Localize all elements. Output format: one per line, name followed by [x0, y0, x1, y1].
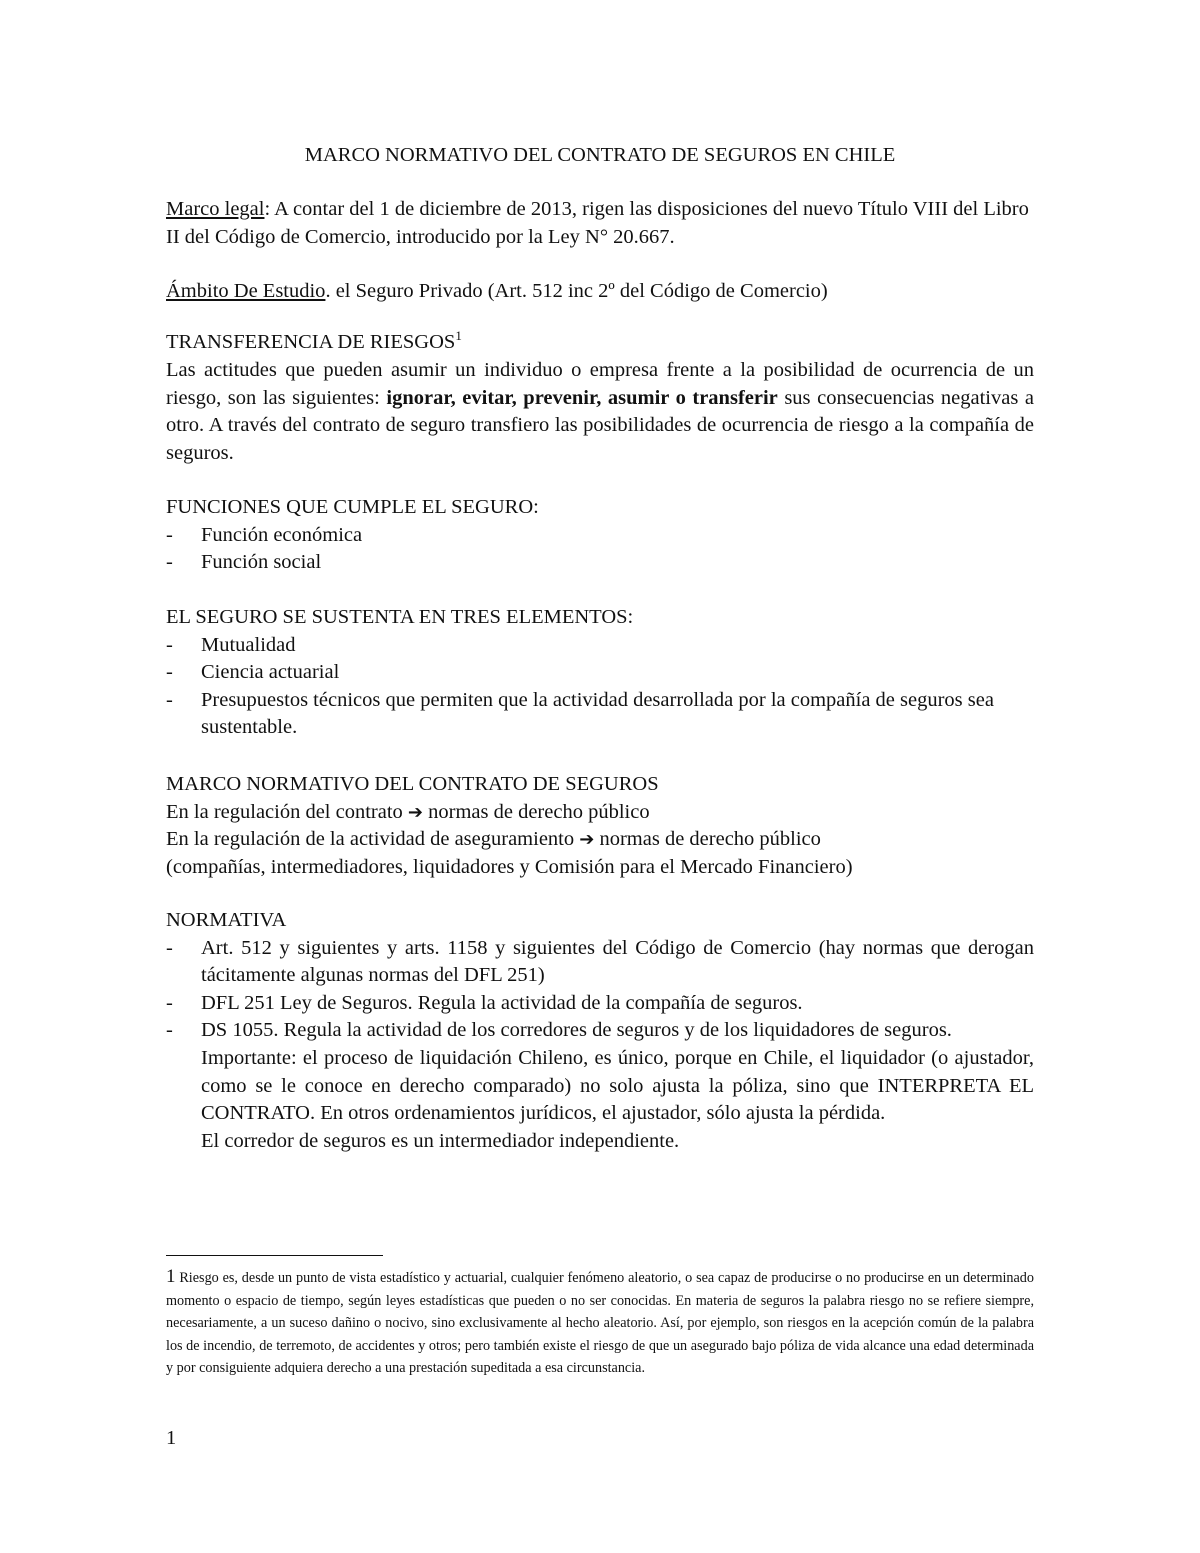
dash-bullet: -	[166, 688, 173, 711]
normativa-list	[166, 935, 1034, 1156]
list-item	[166, 687, 1034, 742]
transferencia-paragraph	[166, 357, 1034, 467]
line-text: normas de derecho público	[423, 800, 650, 823]
dash-bullet: -	[166, 936, 173, 959]
transferencia-text-before: Las actitudes que pueden asumir un individuo o empresa frente a la posibilidad de ocurrencia de un riesgo, son las siguientes:	[166, 359, 1034, 409]
corredor-paragraph: El corredor de seguros es un intermediador independiente.	[201, 1129, 680, 1152]
list-item	[166, 1017, 1034, 1155]
line-text: En la regulación del contrato	[166, 800, 408, 823]
right-arrow-icon: ➔	[579, 829, 595, 851]
marco-legal-paragraph	[166, 196, 1034, 251]
dash-bullet: -	[166, 551, 173, 574]
funciones-heading: FUNCIONES QUE CUMPLE EL SEGURO:	[166, 496, 539, 518]
list-item	[166, 935, 1034, 990]
list-item	[166, 522, 1034, 550]
page-number: 1	[166, 1427, 177, 1449]
list-item-text: Ciencia actuarial	[201, 661, 340, 684]
list-item	[166, 549, 1034, 577]
dash-bullet: -	[166, 661, 173, 684]
list-item-text: Función económica	[201, 523, 363, 546]
footnote-reference[interactable]: 1	[455, 328, 462, 344]
dash-bullet: -	[166, 1019, 173, 1042]
elementos-section	[166, 604, 1034, 742]
footnote-number: 1	[166, 1266, 176, 1287]
list-item-text: Función social	[201, 551, 322, 574]
transferencia-heading-text: TRANSFERENCIA DE RIESGOS	[166, 331, 456, 353]
transferencia-bold-text: ignorar, evitar, prevenir, asumir o transferir	[386, 386, 778, 409]
marco-legal-label: Marco legal	[166, 198, 265, 220]
list-item-text: Art. 512 y siguientes y arts. 1158 y siguientes del Código de Comercio (hay normas que derogan tácitamente algunas normas del DFL 251)	[201, 936, 1034, 987]
list-item-text: DFL 251 Ley de Seguros. Regula la actividad de la compañía de seguros.	[201, 991, 803, 1014]
list-item	[166, 990, 1034, 1018]
transferencia-text-after: sus consecuencias negativas a otro. A través del contrato de seguro transfiero las posibilidades de ocurrencia de riesgo a la compañía de seguros.	[166, 386, 1034, 464]
ambito-text: . el Seguro Privado (Art. 512 inc 2º del Código de Comercio)	[325, 280, 828, 302]
dash-bullet: -	[166, 523, 173, 546]
right-arrow-icon: ➔	[407, 801, 424, 823]
dash-bullet: -	[166, 991, 173, 1014]
line-text: En la regulación de la actividad de aseguramiento	[166, 828, 580, 851]
normativa-heading: NORMATIVA	[166, 909, 287, 931]
funciones-section	[166, 494, 1034, 577]
footnote-separator	[166, 1255, 383, 1256]
elementos-heading: EL SEGURO SE SUSTENTA EN TRES ELEMENTOS:	[166, 606, 634, 628]
document-title: MARCO NORMATIVO DEL CONTRATO DE SEGUROS EN CHILE	[304, 144, 896, 166]
regulacion-actividad-line	[166, 826, 1034, 854]
normativa-section	[166, 907, 1034, 1155]
entidades-line: (compañías, intermediadores, liquidadores y Comisión para el Mercado Financiero)	[166, 855, 853, 878]
marco-legal-text: : A contar del 1 de diciembre de 2013, rigen las disposiciones del nuevo Título VIII del Libro II del Código de Comercio, introducido por la Ley N° 20.667.	[166, 198, 1029, 248]
list-item-text: DS 1055. Regula la actividad de los corredores de seguros y de los liquidadores de seguros.	[201, 1019, 952, 1042]
marco-normativo-heading: MARCO NORMATIVO DEL CONTRATO DE SEGUROS	[166, 773, 659, 795]
list-item-text: Mutualidad	[201, 633, 296, 656]
list-item-text: Presupuestos técnicos que permiten que la actividad desarrollada por la compañía de seguros sea sustentable.	[201, 688, 994, 739]
line-text: normas de derecho público	[594, 828, 821, 851]
marco-normativo-section	[166, 771, 1034, 881]
ambito-label: Ámbito De Estudio	[166, 280, 326, 302]
funciones-list	[166, 522, 1034, 577]
transferencia-heading	[166, 329, 1034, 357]
dash-bullet: -	[166, 633, 173, 656]
list-item	[166, 632, 1034, 660]
footnote-text: Riesgo es, desde un punto de vista estadístico y actuarial, cualquier fenómeno aleatorio, o sea capaz de producirse o no producirse en un determinado momento o espacio de tiempo, según leyes estadísticas que pueden o no ser conocidas. En materia de seguros la palabra riesgo no se refiere siempre, necesariamente, a un suceso dañino o nocivo, sino exclusivamente al hecho aleatorio. Así, por ejemplo, son riesgos en la acepción común de la palabra los de incendio, de terremoto, de accidentes y otros; pero también existe el riesgo de que un asegurado bajo póliza de vida alcance una edad determinada y por consiguiente adquiera derecho a una prestación supeditada a esa circunstancia.	[166, 1270, 1034, 1377]
importante-paragraph: Importante: el proceso de liquidación Chileno, es único, porque en Chile, el liquidador (o ajustador, como se le conoce en derecho comparado) no solo ajusta la póliza, sino que INTERPRETA EL CONTRATO. En otros ordenamientos jurídicos, el ajustador, sólo ajusta la pérdida.	[201, 1046, 1034, 1125]
ambito-paragraph	[166, 278, 1034, 306]
list-item	[166, 659, 1034, 687]
elementos-list	[166, 632, 1034, 742]
footnote	[166, 1266, 1034, 1380]
regulacion-contrato-line	[166, 799, 1034, 827]
